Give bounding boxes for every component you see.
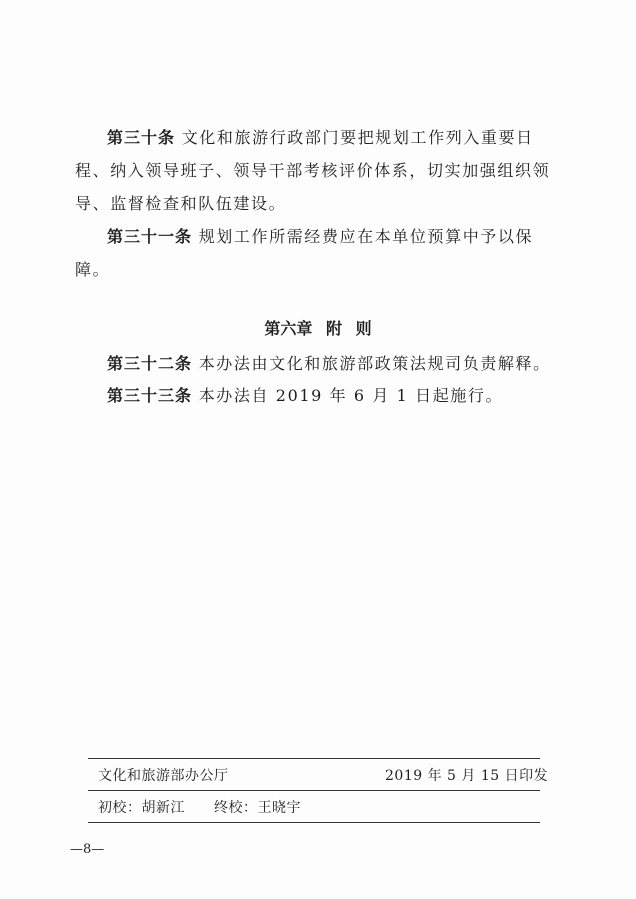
article-33-label: 第三十三条	[107, 386, 193, 405]
article-30	[75, 121, 555, 220]
article-33	[75, 379, 555, 412]
footer-top-rule	[88, 758, 540, 759]
article-32-text: 本办法由文化和旅游部政策法规司负责解释。	[198, 354, 551, 373]
footer-bottom-rule	[88, 822, 540, 823]
footer-middle-rule	[88, 790, 540, 791]
article-31-label: 第三十一条	[107, 227, 193, 246]
issuer: 文化和旅游部办公厅	[98, 768, 229, 784]
article-32-label: 第三十二条	[107, 354, 193, 373]
article-30-text: 文化和旅游行政部门要把规划工作列入重要日程、纳入领导班子、领导干部考核评价体系，切实加强组织领导、监督检查和队伍建设。	[75, 128, 551, 213]
article-31-text: 规划工作所需经费应在本单位预算中予以保障。	[75, 227, 534, 279]
article-30-label: 第三十条	[107, 128, 176, 147]
chapter-heading: 第六章 附 则	[264, 319, 372, 338]
issue-date: 2019 年 5 月 15 日印发	[385, 768, 549, 784]
article-32	[75, 347, 555, 380]
article-33-text: 本办法自 2019 年 6 月 1 日起施行。	[198, 386, 504, 405]
proofreaders: 初校：胡新江 终校：王晓宇	[98, 800, 301, 816]
page-number: —8—	[70, 842, 105, 857]
article-31	[75, 220, 555, 286]
